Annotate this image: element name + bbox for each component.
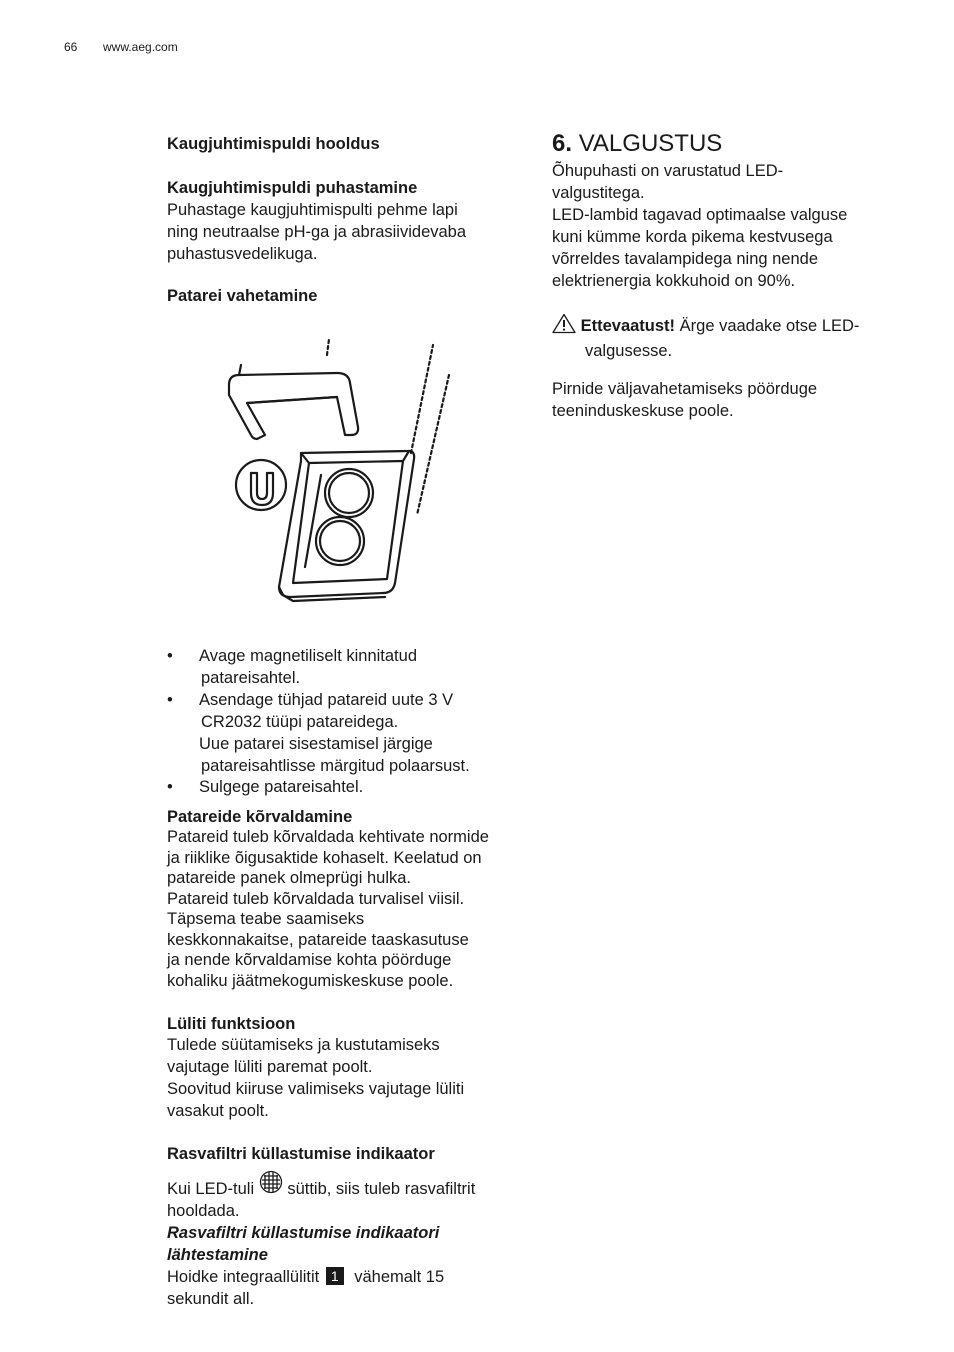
text-line: ja riiklike õigusaktide kohaselt. Keelatud on <box>167 848 482 867</box>
heading-remote-cleaning: Kaugjuhtimispuldi puhastamine <box>167 179 418 197</box>
warning-label: Ettevaatust! <box>580 317 676 335</box>
text-line: kuni kümme korda pikema kestvusega <box>552 228 833 246</box>
grease-reset-heading: Rasvafiltri küllastumise indikaatori <box>167 1224 440 1242</box>
text-line: Avage magnetiliselt kinnitatud <box>199 647 417 665</box>
disposal-text <box>167 827 527 991</box>
text-line: valgusesse. <box>585 342 673 360</box>
switch-text <box>167 1034 527 1122</box>
text-line: CR2032 tüüpi patareidega. <box>201 713 399 731</box>
list-item <box>167 689 527 777</box>
text-line <box>167 1266 527 1288</box>
grease-reset-heading: lähtestamine <box>167 1246 268 1264</box>
heading-grease: Rasvafiltri küllastumise indikaator <box>167 1145 435 1163</box>
text-line <box>552 313 912 340</box>
section-title <box>552 130 912 158</box>
grease-reset-after: vähemalt 15 <box>354 1268 445 1286</box>
bullet-dot: • <box>167 647 173 665</box>
text-line: Õhupuhasti on varustatud LED- <box>552 162 784 180</box>
text-line: ja nende kõrvaldamise kohta pöörduge <box>167 951 452 969</box>
text-line: patareisahtlisse märgitud polaarsust. <box>201 757 470 775</box>
text-line: Patareid tuleb kõrvaldada kehtivate normide <box>167 828 489 846</box>
battery-compartment-drawing <box>217 335 497 610</box>
list-item <box>167 645 527 689</box>
text-line: Asendage tühjad patareid uute 3 V <box>199 691 454 709</box>
bullet-dot: • <box>167 691 173 709</box>
text-line: puhastusvedelikuga. <box>167 245 318 263</box>
section-title-text: VALGUSTUS <box>578 130 723 157</box>
text-line: Patareid tuleb kõrvaldada turvalisel viisil. <box>167 889 465 908</box>
text-line: hooldada. <box>167 1202 240 1220</box>
text-line: valgustitega. <box>552 184 645 202</box>
warning-triangle-icon <box>552 313 576 340</box>
text-line: Uue patarei sisestamisel järgige <box>199 735 433 753</box>
text-line: LED-lambid tagavad optimaalse valguse <box>552 206 848 224</box>
text-line: Soovitud kiiruse valimiseks vajutage lüliti <box>167 1080 465 1098</box>
text-line: patareide panek olmeprügi hulka. <box>167 869 411 887</box>
heading-disposal: Patareide kõrvaldamine <box>167 808 353 826</box>
heading-battery-change: Patarei vahetamine <box>167 287 318 305</box>
grease-text-after: süttib, siis tuleb rasvafiltrit <box>287 1180 476 1198</box>
text-line: Sulgege patareisahtel. <box>199 778 364 796</box>
text-line: ning neutraalse pH-ga ja abrasiividevaba <box>167 223 467 241</box>
text-line: võrreldes tavalampidega ning nende <box>552 250 819 268</box>
battery-illustration <box>217 335 497 610</box>
bullet-dot: • <box>167 778 173 796</box>
grease-filter-grid-icon <box>259 1180 288 1198</box>
text-line: Täpsema teabe saamiseks <box>167 910 365 928</box>
text-line: vajutage lüliti paremat poolt. <box>167 1058 373 1076</box>
text-line: elektrienergia kokkuhoid on 90%. <box>552 272 796 290</box>
section-number: 6. <box>552 130 573 157</box>
text-line: patareisahtel. <box>201 669 301 687</box>
text-line: Puhastage kaugjuhtimispulti pehme lapi <box>167 201 458 219</box>
text-line <box>167 1170 527 1200</box>
text-line: Tulede süütamiseks ja kustutamiseks <box>167 1036 440 1054</box>
grease-reset-before: Hoidke integraallülitit <box>167 1268 320 1286</box>
cleaning-text <box>167 199 527 265</box>
intro-text <box>552 160 912 292</box>
text-line: sekundit all. <box>167 1290 255 1308</box>
warning-block <box>552 313 912 362</box>
grease-text <box>167 1170 527 1310</box>
grease-text-before: Kui LED-tuli <box>167 1180 255 1198</box>
warning-text: Ärge vaadake otse LED- <box>679 317 860 335</box>
page-number: 66 <box>64 40 78 54</box>
switch-badge: 1 <box>326 1267 344 1285</box>
heading-switch: Lüliti funktsioon <box>167 1015 296 1033</box>
text-line: Pirnide väljavahetamiseks pöörduge <box>552 380 818 398</box>
replace-text <box>552 378 912 422</box>
website-url: www.aeg.com <box>103 40 178 54</box>
text-line: teeninduskeskuse poole. <box>552 402 734 420</box>
text-line: keskkonnakaitse, patareide taaskasutuse <box>167 930 469 949</box>
text-line: vasakut poolt. <box>167 1102 269 1120</box>
list-item <box>167 776 527 798</box>
heading-remote-care: Kaugjuhtimispuldi hooldus <box>167 135 380 153</box>
text-line: kohaliku jäätmekogumiskeskuse poole. <box>167 971 454 990</box>
